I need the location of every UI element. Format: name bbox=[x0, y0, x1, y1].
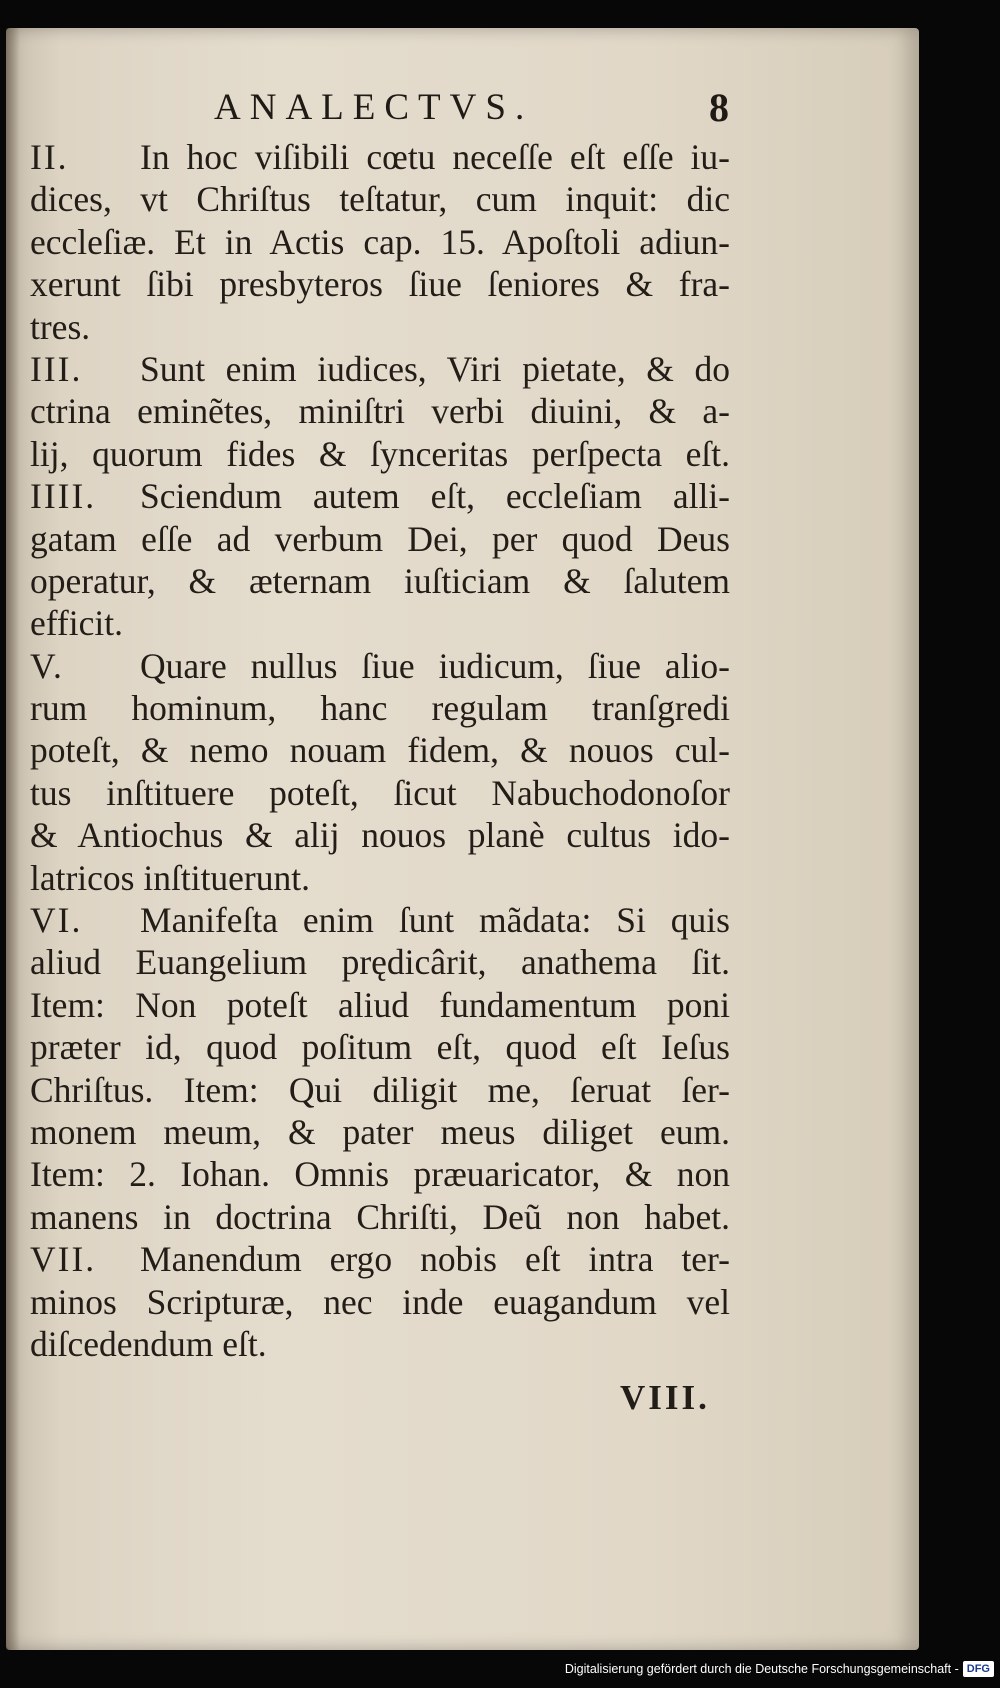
text-line bbox=[30, 857, 730, 899]
text-line bbox=[30, 1069, 730, 1111]
line-text: ctrina eminẽtes, miniſtri verbi diuini, & a- bbox=[30, 391, 730, 432]
digitization-credit bbox=[565, 1658, 994, 1680]
body-text bbox=[30, 136, 730, 1365]
text-line bbox=[30, 1281, 730, 1323]
text-line bbox=[30, 899, 730, 941]
credit-text: Digitalisierung gefördert durch die Deutsche Forschungsgemeinschaft - bbox=[564, 1662, 959, 1676]
line-text: Manendum ergo nobis eſt intra ter- bbox=[140, 1239, 730, 1280]
text-line bbox=[30, 772, 730, 814]
line-text: tres. bbox=[30, 306, 91, 347]
text-line bbox=[30, 348, 730, 390]
page-header bbox=[0, 86, 1000, 136]
line-text: Sciendum autem eſt, eccleſiam alli- bbox=[140, 476, 730, 517]
paragraph-number: VI. bbox=[30, 900, 83, 941]
text-line bbox=[30, 602, 730, 644]
text-line bbox=[30, 306, 730, 348]
line-text: efficit. bbox=[30, 603, 123, 644]
page-edge-shadow bbox=[6, 28, 20, 1650]
line-text: Sunt enim iudices, Viri pietate, & do bbox=[140, 348, 730, 389]
line-text: Chriſtus. Item: Qui diligit me, ſeruat ſer- bbox=[30, 1069, 730, 1110]
line-text: Manifeſta enim ſunt mãdata: Si quis bbox=[140, 900, 730, 941]
page-number: 8 bbox=[709, 85, 729, 130]
text-line bbox=[30, 984, 730, 1026]
text-line bbox=[30, 560, 730, 602]
text-line bbox=[30, 1111, 730, 1153]
line-text: Quare nullus ſiue iudicum, ſiue alio- bbox=[140, 645, 730, 686]
line-text: dices, vt Chriſtus teſtatur, cum inquit: dic bbox=[30, 179, 730, 220]
dfg-logo-icon: DFG bbox=[963, 1661, 994, 1677]
line-text: aliud Euangelium prędicârit, anathema ſit. bbox=[30, 942, 730, 983]
text-line bbox=[30, 645, 730, 687]
line-text: In hoc viſibili cœtu neceſſe eſt eſſe iu- bbox=[140, 137, 730, 177]
line-text: eccleſiæ. Et in Actis cap. 15. Apoſtoli adiun- bbox=[30, 221, 730, 262]
text-line bbox=[30, 475, 730, 517]
line-text: gatam eſſe ad verbum Dei, per quod Deus bbox=[30, 518, 730, 559]
line-text: minos Scripturæ, nec inde euagandum vel bbox=[30, 1281, 730, 1322]
line-text: diſcedendum eſt. bbox=[30, 1323, 267, 1364]
paragraph-number: IIII. bbox=[30, 476, 97, 517]
text-line bbox=[30, 136, 730, 178]
line-text: præter id, quod poſitum eſt, quod eſt Ieſus bbox=[30, 1027, 730, 1068]
catchword: VIII. bbox=[620, 1378, 710, 1417]
text-line bbox=[30, 390, 730, 432]
text-line bbox=[30, 1196, 730, 1238]
line-text: operatur, & æternam iuſticiam & ſalutem bbox=[30, 560, 730, 601]
paragraph-number: V. bbox=[30, 645, 64, 686]
text-line bbox=[30, 263, 730, 305]
text-line bbox=[30, 1026, 730, 1068]
text-line bbox=[30, 687, 730, 729]
line-text: latricos inſtituerunt. bbox=[30, 857, 310, 898]
text-line bbox=[30, 941, 730, 983]
line-text: poteſt, & nemo nouam fidem, & nouos cul- bbox=[30, 730, 730, 771]
line-text: Item: 2. Iohan. Omnis præuaricator, & non bbox=[30, 1154, 730, 1195]
line-text: rum hominum, hanc regulam tranſgredi bbox=[30, 688, 730, 729]
paragraph-number: VII. bbox=[30, 1239, 97, 1280]
text-line bbox=[30, 518, 730, 560]
line-text: xerunt ſibi presbyteros ſiue ſeniores & fra- bbox=[30, 264, 730, 305]
line-text: manens in doctrina Chriſti, Deũ non habet. bbox=[30, 1196, 730, 1237]
text-line bbox=[30, 1323, 730, 1365]
line-text: Item: Non poteſt aliud fundamentum poni bbox=[30, 984, 730, 1025]
text-line bbox=[30, 729, 730, 771]
line-text: tus inſtituere poteſt, ſicut Nabuchodonoſor bbox=[30, 772, 730, 813]
paragraph-number: III. bbox=[30, 348, 83, 389]
text-line bbox=[30, 221, 730, 263]
text-line bbox=[30, 814, 730, 856]
text-line bbox=[30, 178, 730, 220]
running-title: ANALECTVS. bbox=[214, 87, 534, 128]
text-line bbox=[30, 433, 730, 475]
line-text: lij, quorum fides & ſynceritas perſpecta eſt. bbox=[30, 433, 730, 474]
line-text: monem meum, & pater meus diliget eum. bbox=[30, 1111, 730, 1152]
paragraph-number: II. bbox=[30, 137, 69, 177]
text-line bbox=[30, 1238, 730, 1280]
text-line bbox=[30, 1153, 730, 1195]
line-text: & Antiochus & alij nouos planè cultus ido- bbox=[30, 815, 730, 856]
